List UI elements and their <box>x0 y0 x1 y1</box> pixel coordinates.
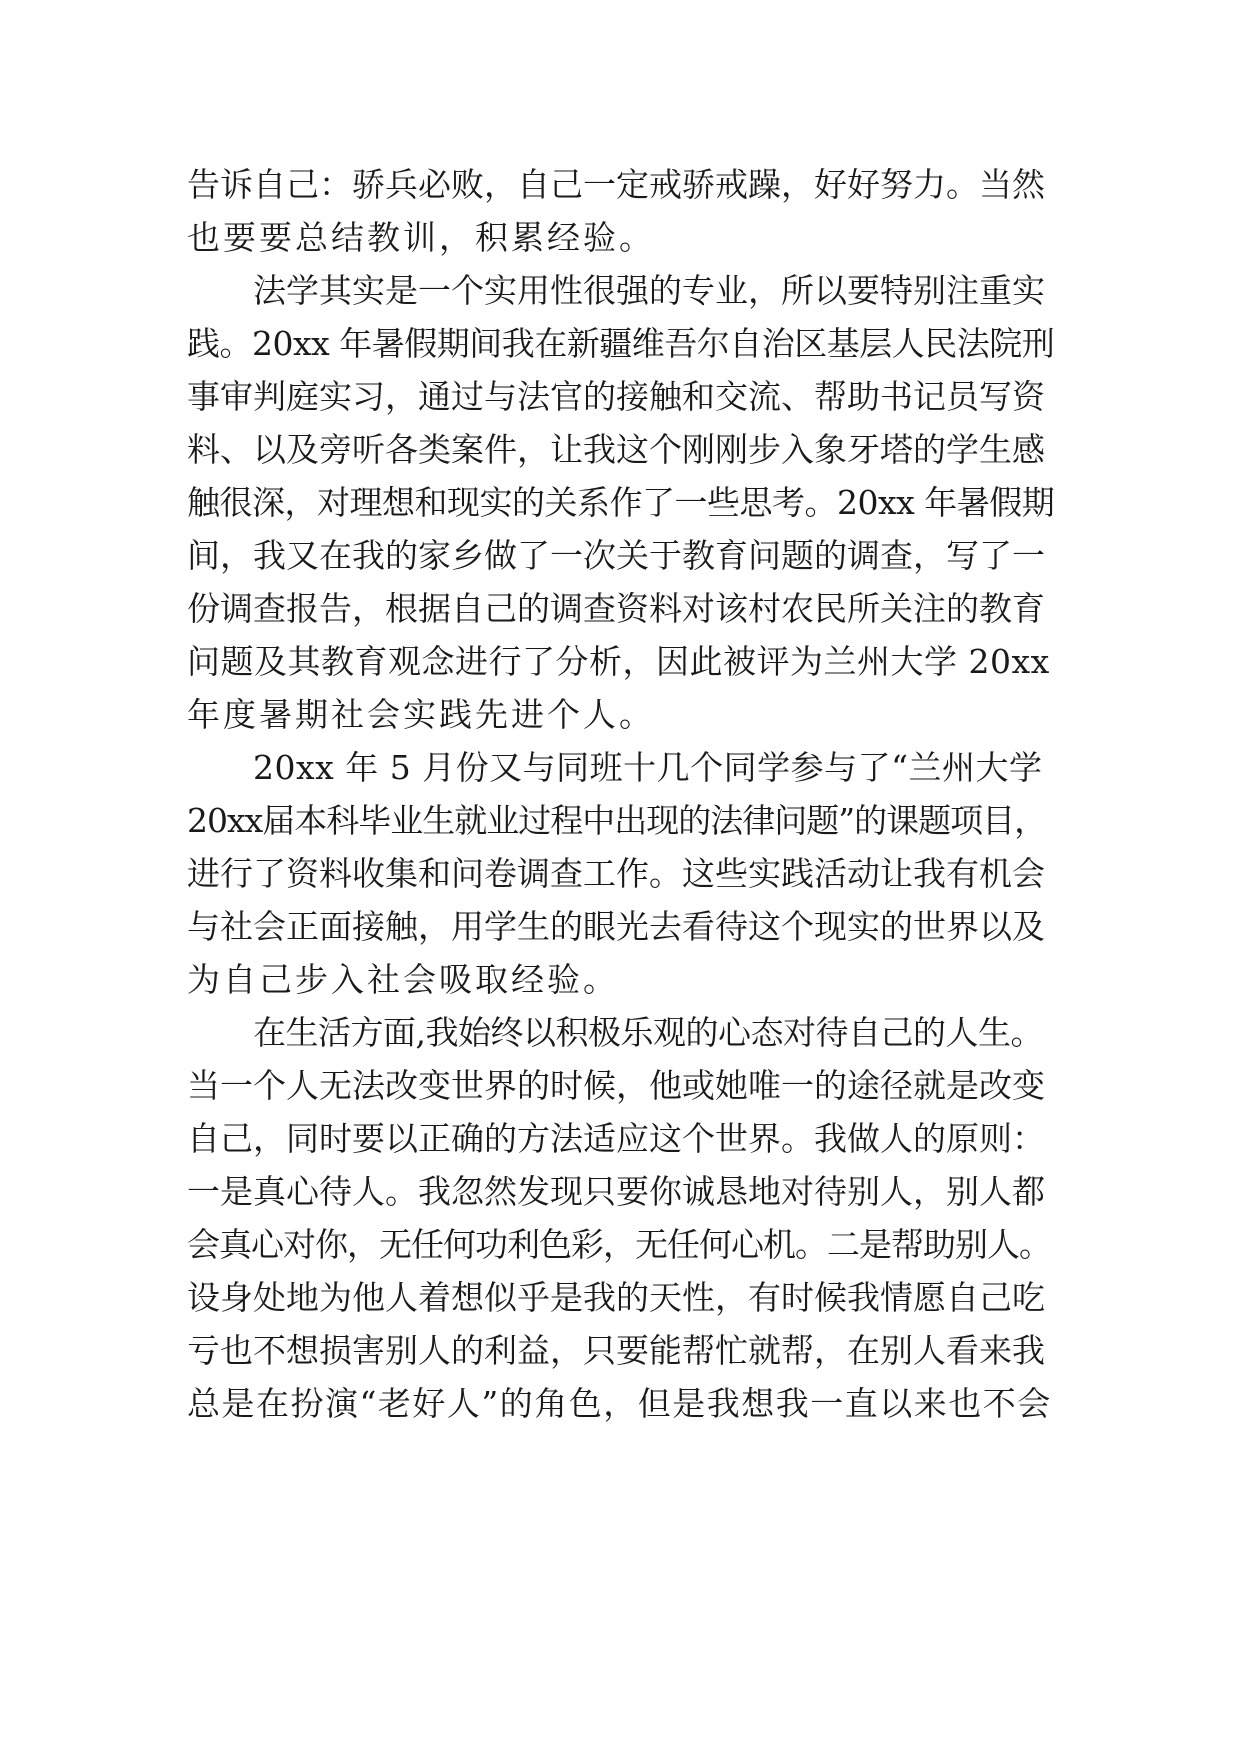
text-line: 为自己步入社会吸取经验。 <box>187 960 619 999</box>
text-line: 在生活方面,我始终以积极乐观的心态对待自己的人生。 <box>253 1013 1043 1052</box>
text-line: 一是真心待人。我忽然发现只要你诚恳地对待别人，别人都 <box>187 1172 1045 1211</box>
text-line: 法学其实是一个实用性很强的专业，所以要特别注重实 <box>253 271 1045 310</box>
text-line: 会真心对你，无任何功利色彩，无任何心机。二是帮助别人。 <box>187 1225 1051 1264</box>
text-line: 料、以及旁听各类案件，让我这个刚刚步入象牙塔的学生感 <box>187 430 1045 469</box>
text-line: 触很深，对理想和现实的关系作了一些思考。20xx 年暑假期 <box>187 483 1055 522</box>
text-line: 亏也不想损害别人的利益，只要能帮忙就帮，在别人看来我 <box>187 1331 1045 1370</box>
text-line: 问题及其教育观念进行了分析，因此被评为兰州大学 20xx <box>187 642 1050 681</box>
text-line: 自己，同时要以正确的方法适应这个世界。我做人的原则： <box>187 1119 1045 1158</box>
text-line: 告诉自己：骄兵必败，自己一定戒骄戒躁，好好努力。当然 <box>187 165 1045 204</box>
text-line: 当一个人无法改变世界的时候，他或她唯一的途径就是改变 <box>187 1066 1045 1105</box>
text-line: 20xx 年 5 月份又与同班十几个同学参与了“兰州大学 <box>253 748 1043 787</box>
text-line: 20xx届本科毕业生就业过程中出现的法律问题”的课题项目， <box>187 801 1047 840</box>
text-line: 践。20xx 年暑假期间我在新疆维吾尔自治区基层人民法院刑 <box>187 324 1055 363</box>
text-line: 间，我又在我的家乡做了一次关于教育问题的调查，写了一 <box>187 536 1045 575</box>
text-line: 份调查报告，根据自己的调查资料对该村农民所关注的教育 <box>187 589 1045 628</box>
text-line: 事审判庭实习，通过与法官的接触和交流、帮助书记员写资 <box>187 377 1045 416</box>
text-line: 与社会正面接触，用学生的眼光去看待这个现实的世界以及 <box>187 907 1045 946</box>
text-line: 也要要总结教训，积累经验。 <box>187 218 655 257</box>
text-line: 进行了资料收集和问卷调查工作。这些实践活动让我有机会 <box>187 854 1045 893</box>
text-line: 总是在扮演“老好人”的角色，但是我想我一直以来也不会 <box>187 1384 1052 1423</box>
document-body <box>187 158 1055 1430</box>
text-line: 设身处地为他人着想似乎是我的天性，有时候我情愿自己吃 <box>187 1278 1045 1317</box>
text-line: 年度暑期社会实践先进个人。 <box>187 695 655 734</box>
